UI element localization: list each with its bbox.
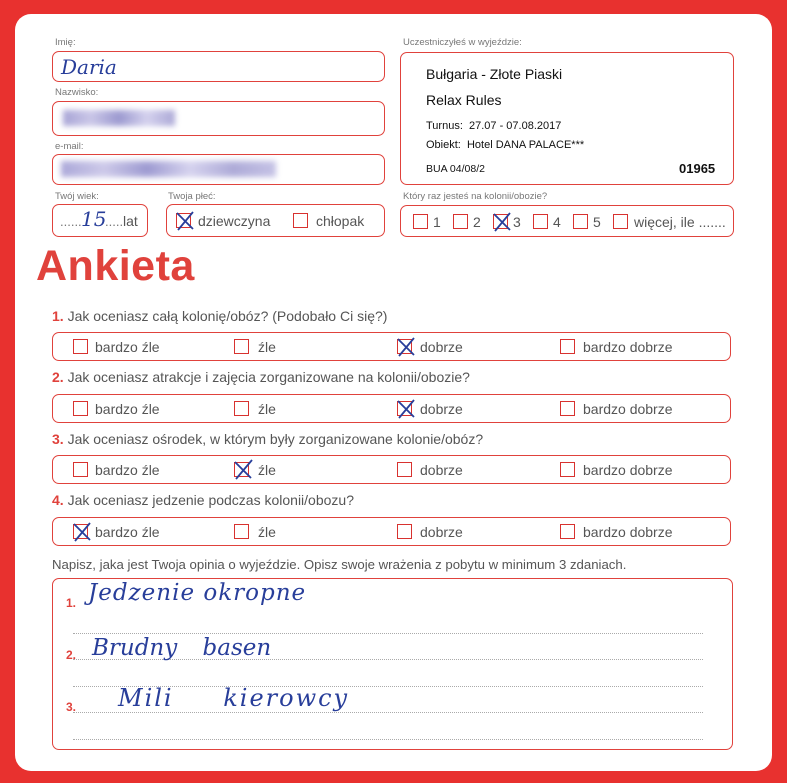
q4-checkbox-bardzo-zle[interactable] <box>73 524 88 539</box>
ktory-checkbox-wiecej[interactable] <box>613 214 628 229</box>
page-title: Ankieta <box>36 242 195 290</box>
q1-option-bardzo-zle: bardzo źle <box>95 339 160 355</box>
question-2-number: 2. <box>52 369 64 385</box>
trip-name: Relax Rules <box>426 92 502 108</box>
check-mark-icon <box>395 398 417 420</box>
redacted-surname <box>63 110 175 126</box>
wiek-value: 15 <box>81 207 107 231</box>
nazwisko-field[interactable] <box>52 101 385 136</box>
trip-number: 01965 <box>679 161 716 176</box>
q3-option-dobrze: dobrze <box>420 462 463 478</box>
wiek-unit: lat <box>123 213 138 229</box>
question-2 <box>52 369 470 385</box>
uczestnik-label: Uczestniczyłeś w wyjeździe: <box>403 37 522 48</box>
q1-checkbox-dobrze[interactable] <box>397 339 412 354</box>
email-field[interactable] <box>52 154 385 185</box>
q2-option-dobrze: dobrze <box>420 401 463 417</box>
q3-option-bardzo-zle: bardzo źle <box>95 462 160 478</box>
question-1-text: Jak oceniasz całą kolonię/obóz? (Podobało Ci się?) <box>67 308 388 324</box>
imie-label: Imię: <box>55 37 76 48</box>
ktory-checkbox-2[interactable] <box>453 214 468 229</box>
answer-3-text: Mili kierowcy <box>118 684 350 712</box>
q4-checkbox-dobrze[interactable] <box>397 524 412 539</box>
q2-checkbox-zle[interactable] <box>234 401 249 416</box>
question-4-text: Jak oceniasz jedzenie podczas kolonii/obozu? <box>67 492 354 508</box>
plec-field <box>166 204 385 237</box>
trip-destination: Bułgaria - Złote Piaski <box>426 66 563 82</box>
wiek-label: Twój wiek: <box>55 191 99 202</box>
q4-checkbox-zle[interactable] <box>234 524 249 539</box>
trip-obiekt: Obiekt: Hotel DANA PALACE*** <box>426 139 585 151</box>
plec-option-chlopak: chłopak <box>316 213 365 229</box>
ktory-option-2: 2 <box>473 214 481 230</box>
ktory-checkbox-3[interactable] <box>493 214 508 229</box>
question-4-options <box>52 517 731 546</box>
q2-option-bardzo-zle: bardzo źle <box>95 401 160 417</box>
opinion-line-3 <box>73 739 703 740</box>
plec-dziewczyna-checkbox[interactable] <box>176 213 191 228</box>
ktory-checkbox-4[interactable] <box>533 214 548 229</box>
q3-option-bardzo-dobrze: bardzo dobrze <box>583 462 673 478</box>
q1-checkbox-zle[interactable] <box>234 339 249 354</box>
question-2-options <box>52 394 731 423</box>
trip-code: BUA 04/08/2 <box>426 163 485 175</box>
q2-option-zle: źle <box>258 401 276 417</box>
q4-option-bardzo-dobrze: bardzo dobrze <box>583 524 673 540</box>
question-3 <box>52 431 483 447</box>
ktory-option-3: 3 <box>513 214 521 230</box>
q4-option-dobrze: dobrze <box>420 524 463 540</box>
check-mark-icon <box>71 521 93 543</box>
opinion-prompt: Napisz, jaka jest Twoja opinia o wyjeździe. Opisz swoje wrażenia z pobytu w minimum 3 zdaniach. <box>52 557 627 572</box>
wiek-dots2: ..... <box>105 214 124 229</box>
plec-option-dziewczyna: dziewczyna <box>198 213 271 229</box>
answer-3-number: 3. <box>66 700 77 714</box>
answer-2-number: 2. <box>66 648 77 662</box>
check-mark-icon <box>491 211 513 233</box>
question-1-number: 1. <box>52 308 64 324</box>
ktory-option-5: 5 <box>593 214 601 230</box>
wiek-dots: ...... <box>60 214 82 229</box>
q2-checkbox-dobrze[interactable] <box>397 401 412 416</box>
question-4 <box>52 492 354 508</box>
q1-option-zle: źle <box>258 339 276 355</box>
imie-field[interactable] <box>52 51 385 82</box>
question-2-text: Jak oceniasz atrakcje i zajęcia zorganizowane na kolonii/obozie? <box>67 369 470 385</box>
answer-2-text: Brudny basen <box>92 635 272 661</box>
q3-checkbox-dobrze[interactable] <box>397 462 412 477</box>
email-label: e-mail: <box>55 141 84 152</box>
q3-option-zle: źle <box>258 462 276 478</box>
trip-turnus: Turnus: 27.07 - 07.08.2017 <box>426 120 562 132</box>
opinion-line-1 <box>73 633 703 634</box>
question-3-text: Jak oceniasz ośrodek, w którym były zorganizowane kolonie/obóz? <box>67 431 484 447</box>
check-mark-icon <box>232 459 254 481</box>
check-mark-icon <box>395 336 417 358</box>
answer-1-text: Jedzenie okropne <box>88 580 307 606</box>
trip-info-box <box>400 52 734 185</box>
q3-checkbox-bardzo-zle[interactable] <box>73 462 88 477</box>
q2-option-bardzo-dobrze: bardzo dobrze <box>583 401 673 417</box>
nazwisko-label: Nazwisko: <box>55 87 99 98</box>
question-1 <box>52 308 387 324</box>
q1-checkbox-bardzo-zle[interactable] <box>73 339 88 354</box>
q3-checkbox-zle[interactable] <box>234 462 249 477</box>
question-4-number: 4. <box>52 492 64 508</box>
opinion-line-2b <box>73 712 703 713</box>
answer-1-number: 1. <box>66 596 77 610</box>
wiek-field[interactable] <box>52 204 148 237</box>
question-3-number: 3. <box>52 431 64 447</box>
plec-label: Twoja płeć: <box>168 191 216 202</box>
ktory-checkbox-1[interactable] <box>413 214 428 229</box>
ktory-label: Który raz jesteś na kolonii/obozie? <box>403 191 548 202</box>
imie-value: Daria <box>61 55 117 79</box>
q3-checkbox-bardzo-dobrze[interactable] <box>560 462 575 477</box>
ktory-option-4: 4 <box>553 214 561 230</box>
ktory-option-wiecej: więcej, ile ....... <box>634 214 726 230</box>
redacted-email <box>61 161 276 177</box>
question-3-options <box>52 455 731 484</box>
ktory-checkbox-5[interactable] <box>573 214 588 229</box>
q1-option-bardzo-dobrze: bardzo dobrze <box>583 339 673 355</box>
check-mark-icon <box>174 210 196 232</box>
q1-option-dobrze: dobrze <box>420 339 463 355</box>
ktory-option-1: 1 <box>433 214 441 230</box>
plec-chlopak-checkbox[interactable] <box>293 213 308 228</box>
question-1-options <box>52 332 731 361</box>
q4-option-bardzo-zle: bardzo źle <box>95 524 160 540</box>
q4-checkbox-bardzo-dobrze[interactable] <box>560 524 575 539</box>
q2-checkbox-bardzo-zle[interactable] <box>73 401 88 416</box>
ktory-field <box>400 205 734 237</box>
q4-option-zle: źle <box>258 524 276 540</box>
q2-checkbox-bardzo-dobrze[interactable] <box>560 401 575 416</box>
q1-checkbox-bardzo-dobrze[interactable] <box>560 339 575 354</box>
